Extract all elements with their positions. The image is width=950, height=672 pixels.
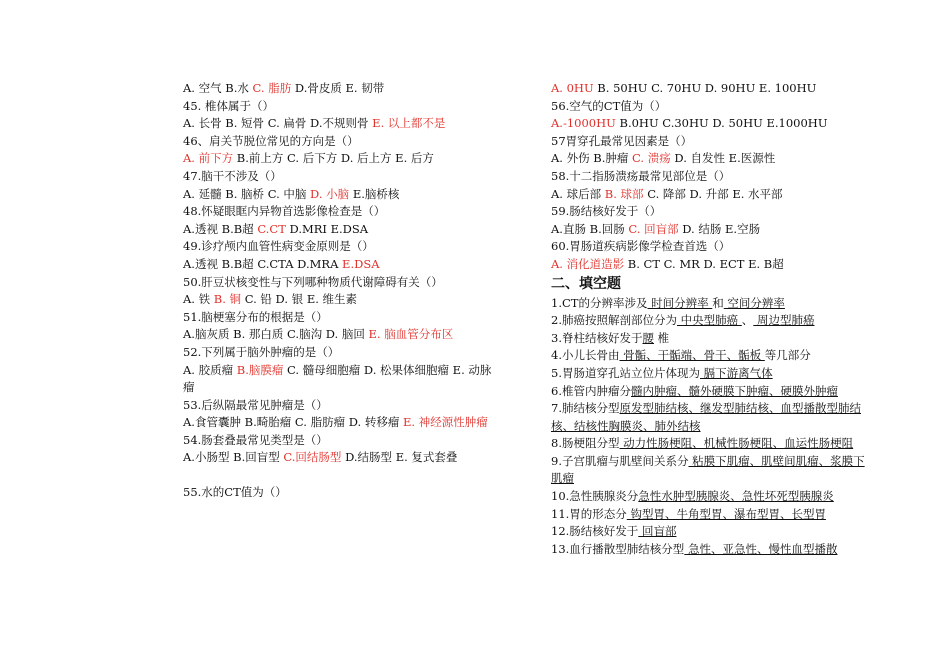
correct-answer: B. 球部 (604, 186, 644, 201)
question-text: 57胃穿孔最常见因素是（） (551, 133, 693, 148)
correct-answer: B. 铜 (213, 292, 242, 307)
answer-line (551, 506, 876, 524)
correct-answer: C.回结肠型 (283, 450, 342, 465)
option-text: 2.肺癌按照解剖部位分为 (551, 313, 677, 328)
answer-line (551, 365, 876, 383)
left-column (183, 80, 498, 502)
option-text: B. CT C. MR D. ECT E. B超 (624, 256, 784, 271)
answer-line (183, 256, 498, 274)
filled-answer: 周边型肺癌 (753, 313, 815, 328)
filled-answer: 膈下游离气体 (699, 365, 773, 380)
option-text: E.脑桥核 (349, 186, 400, 201)
option-text: D.结肠型 E. 复式套叠 (341, 450, 458, 465)
option-text: 12.肠结核好发于 (551, 524, 639, 539)
option-text: A.直肠 B.回肠 (551, 221, 629, 236)
answer-line (183, 80, 498, 98)
answer-line (183, 150, 498, 168)
filled-answer: 骨骺、干骺端、骨干、骺板 (619, 348, 765, 363)
answer-line (183, 326, 498, 344)
option-text: 6.椎管内肿瘤分 (551, 383, 631, 398)
correct-answer: C.CT (257, 221, 286, 236)
filled-answer: 时间分辨率 (647, 295, 713, 310)
option-text: 等几部分 (764, 348, 811, 363)
blank-spacer (183, 467, 498, 484)
question-text: 58.十二指肠溃疡最常见部位是（） (551, 168, 731, 183)
answer-line (551, 330, 876, 348)
option-text: A. 空气 B.水 (183, 81, 253, 95)
question-text: 49.诊疗颅内血管性病变金原则是（） (183, 239, 374, 254)
option-text: A. 长骨 B. 短骨 C. 扁骨 D.不规则骨 (183, 116, 373, 131)
answer-line (183, 221, 498, 239)
question-text: 55.水的CT值为（） (183, 485, 287, 500)
question-text: 50.肝豆状核变性与下列哪种物质代谢障碍有关（） (183, 274, 443, 289)
question-text: 47.脑干不涉及（） (183, 168, 282, 183)
answer-line (551, 435, 876, 453)
filled-answer: 粘膜下肌瘤、肌壁间肌瘤、浆膜下肌瘤 (551, 453, 865, 486)
option-text: C. 铅 D. 银 E. 维生素 (241, 292, 358, 307)
question-text: 52.下列属于脑外肿瘤的是（） (183, 344, 340, 359)
correct-answer: B.脑膜瘤 (236, 362, 284, 377)
correct-answer: A. 消化道造影 (551, 256, 625, 271)
answer-line (551, 453, 876, 488)
option-text: A.脑灰质 B. 那白质 C.脑沟 D. 脑回 (183, 327, 369, 342)
correct-answer: C. 回盲部 (628, 221, 679, 236)
option-text: D.MRI E.DSA (285, 221, 369, 236)
answer-line (551, 400, 876, 435)
question-text: 53.后纵隔最常见肿瘤是（） (183, 397, 328, 412)
filled-answer: 腰 (642, 330, 654, 345)
option-text: A.透视 B.B超 (183, 221, 258, 236)
option-text: D. 结肠 E.空肠 (678, 221, 761, 236)
answer-line (551, 541, 876, 559)
option-text: 4.小儿长骨由 (551, 348, 620, 363)
correct-answer: E.DSA (342, 256, 380, 271)
question-text: 51.脑梗塞分布的根据是（） (183, 309, 328, 324)
option-text: A. 铁 (183, 292, 214, 307)
question-text: 48.怀疑眼眶内异物首选影像检查是（） (183, 204, 386, 219)
option-text: 椎 (653, 330, 670, 345)
correct-answer: A. 0HU (551, 81, 594, 95)
option-text: 7.肺结核分型 (551, 401, 620, 416)
filled-answer: 急性、亚急性、慢性血型播散 (684, 541, 838, 556)
filled-answer: 原发型肺结核、继发型肺结核、血型播散型肺结核、结核性胸膜炎、肺外结核 (551, 401, 861, 433)
answer-line (551, 221, 876, 239)
section-heading: 二、填空题 (551, 275, 621, 292)
answer-line (183, 414, 498, 432)
filled-answer: 回盲部 (638, 524, 677, 539)
answer-line (551, 347, 876, 365)
filled-answer: 急性水肿型胰腺炎、急性坏死型胰腺炎 (638, 489, 834, 504)
option-text: B.0HU C.30HU D. 50HU E.1000HU (615, 116, 828, 131)
option-text: 5.胃肠道穿孔站立位片体现为 (551, 365, 700, 380)
option-text: A. 胶质瘤 (183, 362, 237, 377)
option-text: A. 外伤 B.肿瘤 (551, 151, 633, 166)
option-text: C. 髓母细胞瘤 D. 松果体细胞瘤 E. 动脉瘤 (183, 362, 492, 395)
answer-line (551, 256, 876, 274)
option-text: 、 (741, 313, 754, 328)
correct-answer: E. 脑血管分布区 (368, 327, 454, 342)
option-text: C. 降部 D. 升部 E. 水平部 (643, 186, 783, 201)
answer-line (183, 115, 498, 133)
option-text: 1.CT的分辨率涉及 (551, 295, 648, 310)
filled-answer: 中央型肺癌 (676, 313, 742, 328)
answer-line (183, 449, 498, 467)
filled-answer: 髓内肿瘤、髓外硬膜下肿瘤、硬膜外肿瘤 (630, 383, 838, 398)
answer-line (551, 115, 876, 133)
answer-line (551, 523, 876, 541)
answer-line (551, 186, 876, 204)
correct-answer: D. 小脑 (310, 186, 350, 201)
question-text: 59.肠结核好发于（） (551, 204, 662, 219)
option-text: A.食管囊肿 B.畸胎瘤 C. 脂肪瘤 D. 转移瘤 (183, 415, 404, 430)
option-text: 11.胃的形态分 (551, 506, 627, 521)
option-text: 和 (712, 295, 724, 310)
right-column (551, 80, 876, 558)
correct-answer: E. 以上都不是 (372, 116, 446, 131)
option-text: A.小肠型 B.回盲型 (183, 450, 284, 465)
option-text: 13.血行播散型肺结核分型 (551, 541, 685, 556)
option-text: 3.脊柱结核好发于 (551, 330, 643, 345)
question-text: 45. 椎体属于（） (183, 98, 274, 113)
answer-line (551, 488, 876, 506)
option-text: 10.急性胰腺炎分 (551, 489, 639, 504)
filled-answer: 动力性肠梗阻、机械性肠梗阻、血运性肠梗阻 (619, 436, 854, 451)
question-text: 54.肠套叠最常见类型是（） (183, 432, 328, 447)
option-text: D.骨皮质 E. 韧带 (291, 81, 385, 95)
filled-answer: 钩型胃、牛角型胃、瀑布型胃、长型胃 (626, 506, 826, 521)
filled-answer: 空间分辨率 (723, 295, 785, 310)
option-text: A. 延髓 B. 脑桥 C. 中脑 (183, 186, 311, 201)
answer-line (183, 291, 498, 309)
option-text: A. 球后部 (551, 186, 605, 201)
correct-answer: C. 溃疡 (632, 151, 671, 166)
answer-line (551, 312, 876, 330)
correct-answer: A.-1000HU (551, 116, 616, 131)
correct-answer: E. 神经源性肿瘤 (403, 415, 488, 430)
question-text: 56.空气的CT值为（） (551, 98, 667, 113)
answer-line (183, 186, 498, 204)
answer-line (551, 295, 876, 313)
answer-line (551, 150, 876, 168)
answer-line (551, 383, 876, 401)
option-text: 8.肠梗阻分型 (551, 436, 620, 451)
answer-line (551, 80, 876, 98)
question-text: 46、肩关节脱位常见的方向是（） (183, 133, 359, 148)
correct-answer: C. 脂肪 (252, 81, 292, 95)
option-text: 9.子宫肌瘤与肌壁间关系分 (551, 453, 689, 468)
question-text: 60.胃肠道疾病影像学检查首选（） (551, 239, 731, 254)
option-text: B.前上方 C. 后下方 D. 后上方 E. 后方 (233, 151, 434, 166)
option-text: D. 自发性 E.医源性 (670, 151, 776, 166)
answer-line (183, 362, 498, 397)
option-text: B. 50HU C. 70HU D. 90HU E. 100HU (593, 81, 817, 95)
option-text: A.透视 B.B超 C.CTA D.MRA (183, 256, 343, 271)
correct-answer: A. 前下方 (183, 151, 234, 166)
